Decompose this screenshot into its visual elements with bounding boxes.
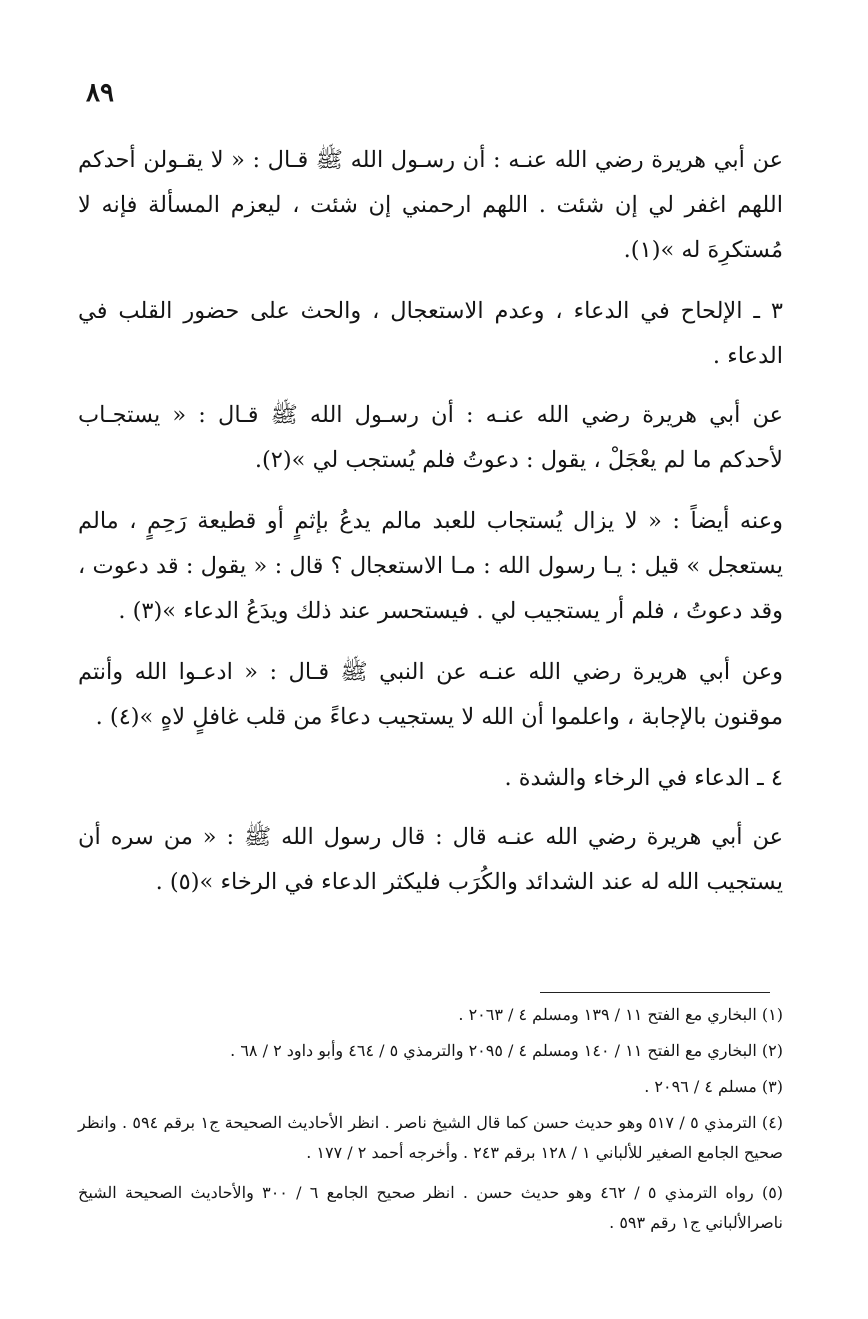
hadith-paragraph: عن أبي هريرة رضي الله عنـه قال : قال رسول الله ﷺ : « من سره أن يستجيب الله له عند الشدائد والكُرَب فليكثر الدعاء في الرخاء »(٥) . — [78, 824, 783, 895]
hadith-paragraph: وعنه أيضاً : « لا يزال يُستجاب للعبد مالم يدعُ بإثمٍ أو قطيعة رَحِمٍ ، مالم يستعجل » قيل : يـا رسول الله : مـا الاستعجال ؟ قال : « يقول : قد دعوت ، وقد دعوتُ ، فلم أر يستجيب لي . فيستحسر عند ذلك ويدَعُ الدعاء »(٣) . — [78, 508, 783, 624]
hadith-paragraph: وعن أبي هريرة رضي الله عنـه عن النبي ﷺ قـال : « ادعـوا الله وأنتم موقنون بالإجابة ، واعلموا أن الله لا يستجيب دعاءً من قلب غافلٍ لاهٍ »(٤) . — [78, 659, 783, 730]
footnote: (٤) الترمذي ٥ / ٥١٧ وهو حديث حسن كما قال الشيخ ناصر . انظر الأحاديث الصحيحة ج١ برقم ٥٩٤ . وانظر صحيح الجامع الصغير للألباني ١ / ١٢٨ برقم ٢٤٣ . وأخرجه أحمد ٢ / ١٧٧ . — [78, 1113, 784, 1162]
footnote: (٣) مسلم ٤ / ٢٠٩٦ . — [644, 1077, 783, 1096]
section-heading: ٣ ـ الإلحاح في الدعاء ، وعدم الاستعجال ، والحث على حضور القلب في الدعاء . — [78, 298, 783, 369]
main-text — [78, 138, 783, 913]
footnote-separator — [540, 992, 770, 993]
footnote: (٢) البخاري مع الفتح ١١ / ١٤٠ ومسلم ٤ / ٢٠٩٥ والترمذي ٥ / ٤٦٤ وأبو داود ٢ / ٦٨ . — [230, 1041, 783, 1060]
hadith-paragraph: عن أبي هريرة رضي الله عنـه : أن رسـول الله ﷺ قـال : « لا يقـولن أحدكم اللهم اغفر لي إن شئت . اللهم ارحمني إن شئت ، ليعزم المسألة فإنه لا مُستكرِهَ له »(١). — [78, 147, 783, 263]
footnotes — [78, 1000, 783, 1244]
footnote: (٥) رواه الترمذي ٥ / ٤٦٢ وهو حديث حسن . انظر صحيح الجامع ٦ / ٣٠٠ والأحاديث الصحيحة الشيخ ناصرالألباني ج١ رقم ٥٩٣ . — [78, 1183, 784, 1232]
section-heading: ٤ ـ الدعاء في الرخاء والشدة . — [504, 765, 783, 791]
page-number: ٨٩ — [86, 78, 114, 108]
hadith-paragraph: عن أبي هريرة رضي الله عنـه : أن رسـول الله ﷺ قـال : « يستجـاب لأحدكم ما لم يعْجَلْ ، يقول : دعوتُ فلم يُستجب لي »(٢). — [78, 402, 783, 473]
footnote: (١) البخاري مع الفتح ١١ / ١٣٩ ومسلم ٤ / ٢٠٦٣ . — [458, 1005, 783, 1024]
